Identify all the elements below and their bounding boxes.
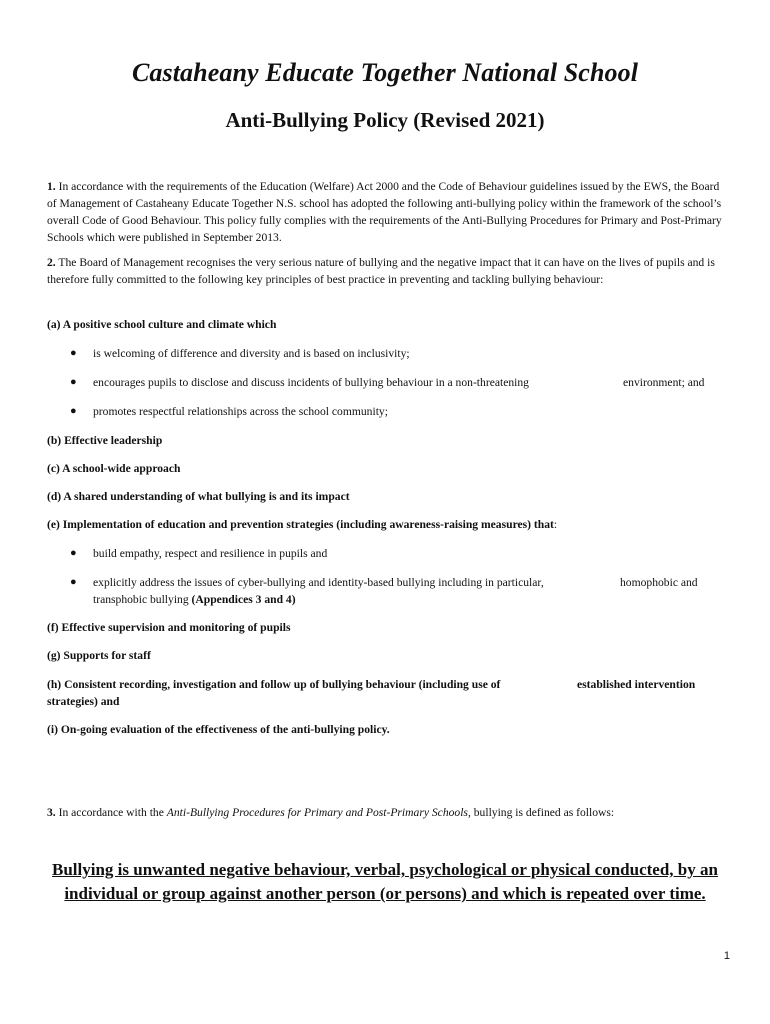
section-h-heading-tail: established intervention bbox=[577, 678, 696, 691]
paragraph-3 bbox=[47, 804, 727, 821]
bullet-icon: ● bbox=[70, 347, 77, 359]
bullying-definition: Bullying is unwanted negative behaviour, verbal, psychological or physical conducted, by an individual or group against another person (or persons) and which is repeated over time. bbox=[52, 860, 718, 903]
list-item-text: build empathy, respect and resilience in pupils and bbox=[93, 547, 328, 560]
list-item-text-tail: environment; and bbox=[623, 376, 705, 389]
list-item-text-line2 bbox=[93, 591, 296, 608]
section-a-heading: (a) A positive school culture and climate which bbox=[47, 318, 277, 331]
list-item-text: promotes respectful relationships across the school community; bbox=[93, 405, 388, 418]
section-b-heading: (b) Effective leadership bbox=[47, 434, 163, 447]
section-f-heading: (f) Effective supervision and monitoring of pupils bbox=[47, 621, 291, 634]
bullet-icon: ● bbox=[70, 376, 77, 388]
list-item-text: is welcoming of difference and diversity and is based on inclusivity; bbox=[93, 347, 410, 360]
bullet-icon: ● bbox=[70, 405, 77, 417]
paragraph-1 bbox=[47, 178, 727, 246]
paragraph-text-before: In accordance with the bbox=[55, 806, 167, 819]
section-e-heading bbox=[47, 516, 727, 533]
section-h-heading-line2: strategies) and bbox=[47, 695, 120, 708]
list-item-text-tail: homophobic and bbox=[620, 576, 698, 589]
paragraph-number: 3. bbox=[47, 806, 56, 819]
list-item-text-line2-plain: transphobic bullying bbox=[93, 593, 192, 606]
paragraph-text: In accordance with the requirements of the Education (Welfare) Act 2000 and the Code of Behaviour guidelines issued by the EWS, the Board of Management of Castaheany Educate Together N.S. school has adopted the following anti-bullying policy within the framework of the school’s overall Code of Good Behaviour. This policy fully complies with the requirements of the Anti-Bullying Procedures for Primary and Post-Primary Schools which were published in September 2013. bbox=[47, 180, 722, 244]
paragraph-text-after: , bullying is defined as follows: bbox=[467, 806, 615, 819]
section-g-heading: (g) Supports for staff bbox=[47, 649, 151, 662]
page-subtitle: Anti-Bullying Policy (Revised 2021) bbox=[225, 108, 545, 132]
page-title: Castaheany Educate Together National School bbox=[131, 58, 639, 87]
paragraph-number: 2. bbox=[47, 256, 56, 269]
section-h-heading-line1: (h) Consistent recording, investigation and follow up of bullying behaviour (including use of bbox=[47, 678, 501, 691]
paragraph-text: The Board of Management recognises the very serious nature of bullying and the negative impact that it can have on the lives of pupils and is therefore fully committed to the following key principles of best practice in preventing and tackling bullying behaviour: bbox=[47, 256, 715, 286]
paragraph-2 bbox=[47, 254, 727, 288]
section-c-heading: (c) A school-wide approach bbox=[47, 462, 181, 475]
list-item-text: encourages pupils to disclose and discuss incidents of bullying behaviour in a non-threatening bbox=[93, 376, 529, 389]
page-number: 1 bbox=[723, 950, 730, 962]
section-i-heading: (i) On-going evaluation of the effectiveness of the anti-bullying policy. bbox=[47, 723, 390, 736]
bullet-icon: ● bbox=[70, 576, 77, 588]
appendix-reference: (Appendices 3 and 4) bbox=[191, 593, 296, 606]
section-e-heading-colon: : bbox=[553, 518, 558, 531]
paragraph-text-italic: Anti-Bullying Procedures for Primary and Post-Primary Schools bbox=[166, 806, 468, 819]
section-d-heading: (d) A shared understanding of what bullying is and its impact bbox=[47, 490, 350, 503]
list-item-text: explicitly address the issues of cyber-bullying and identity-based bullying including in particular, bbox=[93, 576, 544, 589]
paragraph-number: 1. bbox=[47, 180, 56, 193]
section-e-heading-text: (e) Implementation of education and prevention strategies (including awareness-raising measures) that bbox=[47, 518, 554, 531]
bullet-icon: ● bbox=[70, 547, 77, 559]
